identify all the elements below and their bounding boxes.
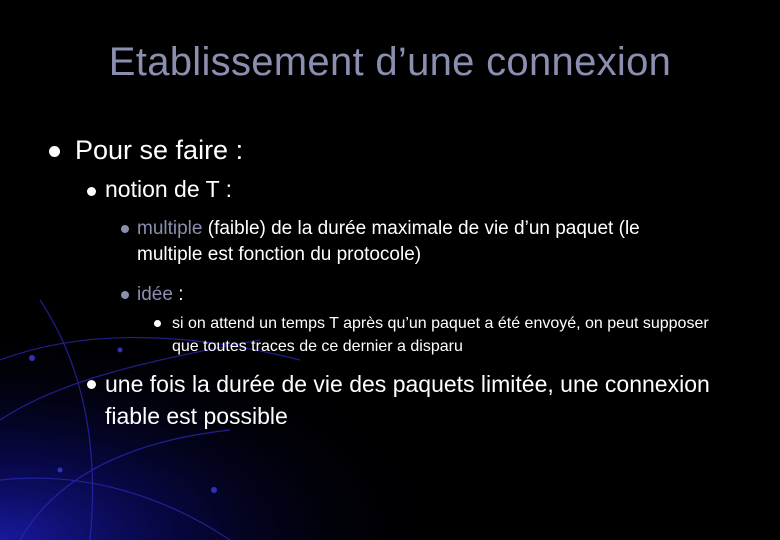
bullet-icon bbox=[87, 380, 96, 389]
bullet-icon bbox=[49, 146, 60, 157]
bullet-icon bbox=[87, 187, 96, 196]
bullet-icon bbox=[121, 291, 129, 299]
term-description: (faible) de la durée maximale de vie d’un paquet (le multiple est fonction du protocole) bbox=[137, 218, 640, 265]
bullet-level4-text: si on attend un temps T après qu’un paquet a été envoyé, on peut supposer que toutes traces de ce dernier a disparu bbox=[172, 315, 709, 355]
bullet-icon bbox=[121, 225, 129, 233]
bullet-level1-text: Pour se faire : bbox=[75, 135, 244, 165]
highlighted-term: idée bbox=[137, 284, 173, 305]
bullet-level2-text: notion de T : bbox=[105, 176, 233, 202]
bullet-level3-text bbox=[137, 282, 183, 308]
highlighted-term: multiple bbox=[137, 218, 203, 239]
term-description: : bbox=[172, 284, 184, 305]
slide-title: Etablissement d’une connexion bbox=[108, 40, 672, 84]
bullet-icon bbox=[154, 320, 161, 327]
bullet-level3-text bbox=[137, 216, 697, 268]
bullet-level2-text: une fois la durée de vie des paquets limitée, une connexion fiable est possible bbox=[105, 371, 710, 429]
